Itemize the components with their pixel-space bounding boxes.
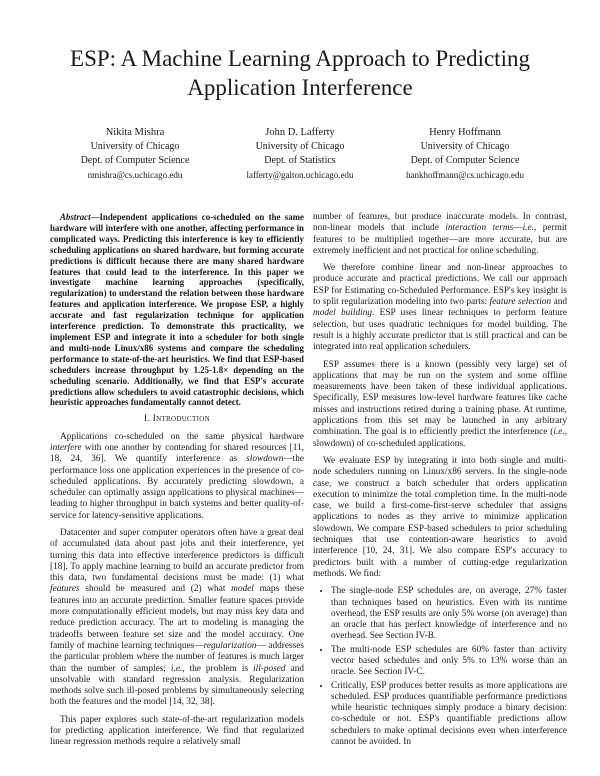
right-paragraph-2: We therefore combine linear and non-linear approaches to produce accurate and practical predictions. We call our approach ESP for Estimating co-Scheduled Performance. ESP's key insight is to split regularization modeling into two parts: feature selection and model building. ESP uses linear techniques to perform feature selection, but uses quadratic techniques for model building. The result is a highly accurate predictor that is still practical and can be integrated into real application schedulers. bbox=[313, 263, 567, 353]
findings-list bbox=[313, 586, 567, 748]
left-column bbox=[50, 212, 304, 755]
author-name: John D. Lafferty bbox=[265, 127, 335, 138]
intro-paragraph-1: Applications co-scheduled on the same physical hardware interfere with one another by contending for shared resources [11, 18, 24, 36]. We quantify interference as slowdown—the performance loss one application experiences in the presence of co-scheduled applications. By accurately predicting slowdown, a scheduler can optimally assign applications to physical machines—leading to higher throughput in batch systems and better quality-of-service for latency-sensitive applications. bbox=[50, 431, 304, 521]
author-email: nmishra@cs.uchicago.edu bbox=[87, 170, 183, 180]
author-dept: Dept. of Computer Science bbox=[410, 155, 520, 166]
list-item: • The single-node ESP schedules are, on average, 27% faster than techniques based on heuristics. Even with its runtime overhead, the ESP results are only 5% worse (on average) than an oracle that has perfect knowledge of interference and no overhead. See Section IV-B. bbox=[331, 586, 567, 642]
author-email: hankhoffmann@cs.uchicago.edu bbox=[405, 170, 525, 180]
author-affiliation: University of Chicago bbox=[255, 141, 345, 152]
right-paragraph-3: ESP assumes there is a known (possibly very large) set of applications that may be run on the system and some offline measurements have been taken of these individual applications. Specifically, ESP measures low-level hardware features like cache misses and instructions retired during a training phase. At runtime, applications from this set may be launched in any arbitrary combination. The goal is to efficiently predict the interference (i.e., slowdown) of co-scheduled applications. bbox=[313, 359, 567, 449]
author-affiliation: University of Chicago bbox=[420, 141, 510, 152]
author-1 bbox=[40, 126, 230, 182]
right-paragraph-1: number of features, but produce inaccurate models. In contrast, non-linear models that include interaction terms—i.e., permit features to be multiplied together—are more accurate, but are extremely inefficient and not practical for online scheduling. bbox=[313, 212, 567, 256]
author-block bbox=[40, 126, 560, 186]
author-email: lafferty@galton.uchicago.edu bbox=[246, 170, 354, 180]
abstract bbox=[50, 212, 304, 408]
author-dept: Dept. of Statistics bbox=[264, 155, 336, 166]
author-affiliation: University of Chicago bbox=[90, 141, 180, 152]
right-paragraph-4: We evaluate ESP by integrating it into both single and multi-node schedulers running on Linux/x86 servers. In the single-node case, we construct a batch scheduler that orders application execution to minimize the total completion time. In the multi-node case, we build a first-come-first-serve scheduler that assigns applications to nodes as they arrive to minimize application slowdown. We compare ESP-based schedulers to prior scheduling techniques that use contention-aware heuristics to avoid interference [10, 24, 31]. We also compare ESP's accuracy to predictors built with a number of cutting-edge regularization methods. We find: bbox=[313, 455, 567, 579]
abstract-label: Abstract bbox=[60, 212, 91, 222]
author-name: Henry Hoffmann bbox=[429, 127, 501, 138]
right-column bbox=[313, 212, 567, 750]
section-heading: I. Introduction bbox=[144, 414, 210, 425]
intro-paragraph-3: This paper explores such state-of-the-art regularization models for predicting application interference. We find that regularized linear regression methods require a relatively small bbox=[50, 714, 304, 748]
author-3 bbox=[370, 126, 560, 182]
list-item: • The multi-node ESP schedules are 60% faster than activity vector based schedules and only 5% to 13% worse than an oracle. See Section IV-C. bbox=[331, 645, 567, 679]
abstract-text: —Independent applications co-scheduled on the same hardware will interfere with one another, affecting performance in complicated ways. Predicting this interference is key to efficiently scheduling applications on shared hardware, but forming accurate predictions is difficult because there are many shared hardware features that could lead to the interference. In this paper we investigate machine learning approaches (specifically, regularization) to understand the relation between those hardware features and application interference. We propose ESP, a highly accurate and fast regularization technique for application interference prediction. To demonstrate this practicality, we implement ESP and integrate it into a scheduler for both single and multi-node Linux/x86 systems and compare the scheduling performance to state-of-the-art heuristics. We find that ESP-based schedulers increase throughput by 1.25-1.8× depending on the scheduling scenario. Additionally, we find that ESP's accurate predictions allow schedulers to avoid catastrophic decisions, which heuristic approaches fundamentally cannot detect. bbox=[50, 212, 304, 408]
list-item: • Critically, ESP produces better results as more applications are scheduled. ESP produces quantifiable performance predictions while heuristic techniques simply produce a binary decision: co-schedule or not. ESP's quantifiable predictions allow schedulers to make optimal decisions even when interference cannot be avoided. In bbox=[331, 681, 567, 749]
author-dept: Dept. of Computer Science bbox=[80, 155, 190, 166]
author-2 bbox=[205, 126, 395, 182]
author-name: Nikita Mishra bbox=[105, 127, 165, 138]
intro-paragraph-2: Datacenter and super computer operators often have a great deal of accumulated data about past jobs and their interference, yet turning this data into effective interference predictors is difficult [18]. To apply machine learning to build an accurate predictor from this data, two fundamental decisions must be made: (1) what features should be measured and (2) what model maps these features into an accurate prediction. Smaller feature spaces provide more computationally efficient models, but may miss key data and reduce prediction accuracy. The art to modeling is managing the tradeoffs between feature set size and the model accuracy. One family of machine learning techniques—regularization— addresses the particular problem where the number of features is much larger than the number of samples; i.e., the problem is ill-posed and unsolvable with standard regression analysis. Regularization methods solve such ill-posed problems by simultaneously selecting both the features and the model [14, 32, 38]. bbox=[50, 527, 305, 708]
paper-title: ESP: A Machine Learning Approach to Predicting Application Interference bbox=[70, 46, 530, 100]
